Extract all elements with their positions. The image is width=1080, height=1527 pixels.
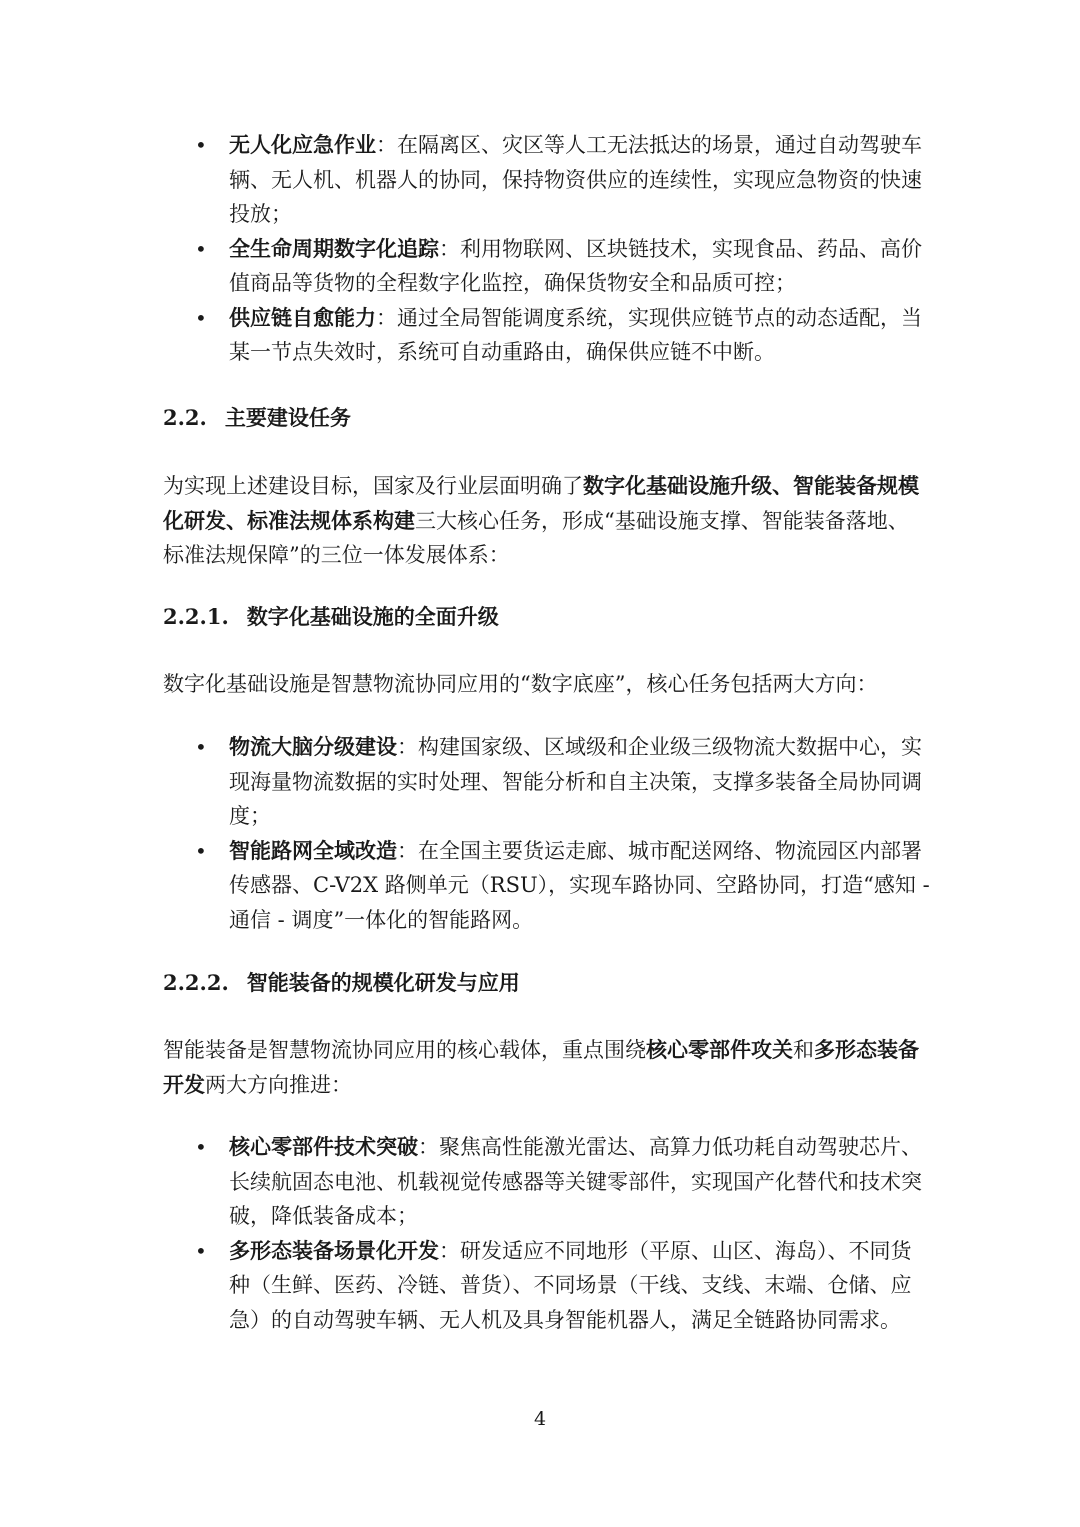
bullet-text: 构建国家级、区域级和企业级三级物流大数据中心，实现海量物流数据的实时处理、智能分析和自主决策，支撑多装备全局协同调度； bbox=[229, 735, 922, 828]
bullet-lead: 无人化应急作业 bbox=[229, 132, 376, 157]
intro-emphasis: 核心零部件攻关 bbox=[646, 1037, 793, 1062]
bullet-lead: 全生命周期数字化追踪 bbox=[229, 235, 439, 261]
intro-text: 和 bbox=[793, 1038, 814, 1062]
section-intro-paragraph: 数字化基础设施是智慧物流协同应用的“数字底座”，核心任务包括两大方向： bbox=[163, 672, 878, 696]
section-intro-paragraph bbox=[163, 1033, 923, 1102]
list-item bbox=[0, 834, 1080, 938]
intro-emphasis: 数字化基础设施升级、智能装备规模化研发、标准法规体系构建 bbox=[163, 473, 919, 533]
bullet-sep: ： bbox=[397, 838, 418, 863]
bullet-icon: • bbox=[195, 735, 207, 759]
intro-text: 为实现上述建设目标，国家及行业层面明确了 bbox=[163, 474, 583, 498]
bullet-sep: ： bbox=[376, 133, 397, 157]
bullet-lead: 智能路网全域改造 bbox=[229, 837, 397, 863]
bullet-text: 利用物联网、区块链技术，实现食品、药品、高价值商品等货物的全程数字化监控，确保货物安全和品质可控； bbox=[229, 236, 922, 295]
section-number: 2.2.2. bbox=[163, 970, 229, 995]
bullet-icon: • bbox=[195, 1238, 207, 1263]
page-number: 4 bbox=[533, 1408, 547, 1430]
bullet-sep: ： bbox=[439, 1238, 460, 1263]
bullet-sep: ： bbox=[418, 1135, 439, 1159]
intro-text: 三大核心任务，形成“基础设施支撑、智能装备落地、标准法规保障”的三位一体发展体系： bbox=[163, 508, 909, 567]
equipment-bullet-list bbox=[0, 1130, 1080, 1337]
intro-text: 两大方向推进： bbox=[205, 1072, 352, 1097]
section-intro-paragraph bbox=[163, 469, 923, 573]
bullet-sep: ： bbox=[439, 236, 460, 261]
bullet-icon: • bbox=[195, 133, 207, 157]
list-item bbox=[0, 730, 1080, 834]
bullet-text: 在隔离区、灾区等人工无法抵达的场景，通过自动驾驶车辆、无人机、机器人的协同，保持物资供应的连续性，实现应急物资的快速投放； bbox=[229, 133, 922, 226]
bullet-lead: 多形态装备场景化开发 bbox=[229, 1237, 439, 1263]
section-heading-2-2-2 bbox=[163, 966, 520, 1000]
list-item bbox=[0, 301, 1080, 370]
list-item bbox=[0, 1130, 1080, 1234]
bullet-lead: 核心零部件技术突破 bbox=[229, 1134, 418, 1159]
bullet-lead: 物流大脑分级建设 bbox=[229, 734, 397, 759]
bullet-text: 通过全局智能调度系统，实现供应链节点的动态适配，当某一节点失效时，系统可自动重路由，确保供应链不中断。 bbox=[229, 305, 922, 364]
section-number: 2.2.1. bbox=[163, 604, 229, 629]
bullet-icon: • bbox=[195, 838, 207, 863]
bullet-sep: ： bbox=[397, 735, 418, 759]
bullet-text: 聚焦高性能激光雷达、高算力低功耗自动驾驶芯片、长续航固态电池、机载视觉传感器等关键零部件，实现国产化替代和技术突破，降低装备成本； bbox=[229, 1135, 922, 1228]
section-heading-2-2 bbox=[163, 401, 351, 435]
bullet-sep: ： bbox=[376, 305, 397, 330]
top-bullet-list bbox=[0, 128, 1080, 370]
bullet-icon: • bbox=[195, 236, 207, 261]
section-title: 主要建设任务 bbox=[224, 405, 351, 430]
bullet-icon: • bbox=[195, 305, 207, 330]
section-heading-2-2-1 bbox=[163, 600, 499, 634]
bullet-icon: • bbox=[195, 1135, 207, 1159]
infrastructure-bullet-list bbox=[0, 730, 1080, 937]
section-number: 2.2. bbox=[163, 405, 207, 430]
intro-text: 智能装备是智慧物流协同应用的核心载体，重点围绕 bbox=[163, 1038, 646, 1062]
list-item bbox=[0, 128, 1080, 232]
bullet-lead: 供应链自愈能力 bbox=[229, 304, 376, 330]
list-item bbox=[0, 232, 1080, 301]
section-title: 数字化基础设施的全面升级 bbox=[246, 604, 499, 629]
intro-emphasis: 多形态装备开发 bbox=[163, 1037, 919, 1097]
section-title: 智能装备的规模化研发与应用 bbox=[246, 970, 520, 995]
list-item bbox=[0, 1234, 1080, 1338]
bullet-text: 研发适应不同地形（平原、山区、海岛）、不同货种（生鲜、医药、冷链、普货）、不同场景（干线、支线、末端、仓储、应急）的自动驾驶车辆、无人机及具身智能机器人，满足全链路协同需求。 bbox=[229, 1238, 912, 1332]
bullet-text: 在全国主要货运走廊、城市配送网络、物流园区内部署传感器、C-V2X 路侧单元（RSU），实现车路协同、空路协同，打造“感知 - 通信 - 调度”一体化的智能路网。 bbox=[229, 838, 930, 932]
